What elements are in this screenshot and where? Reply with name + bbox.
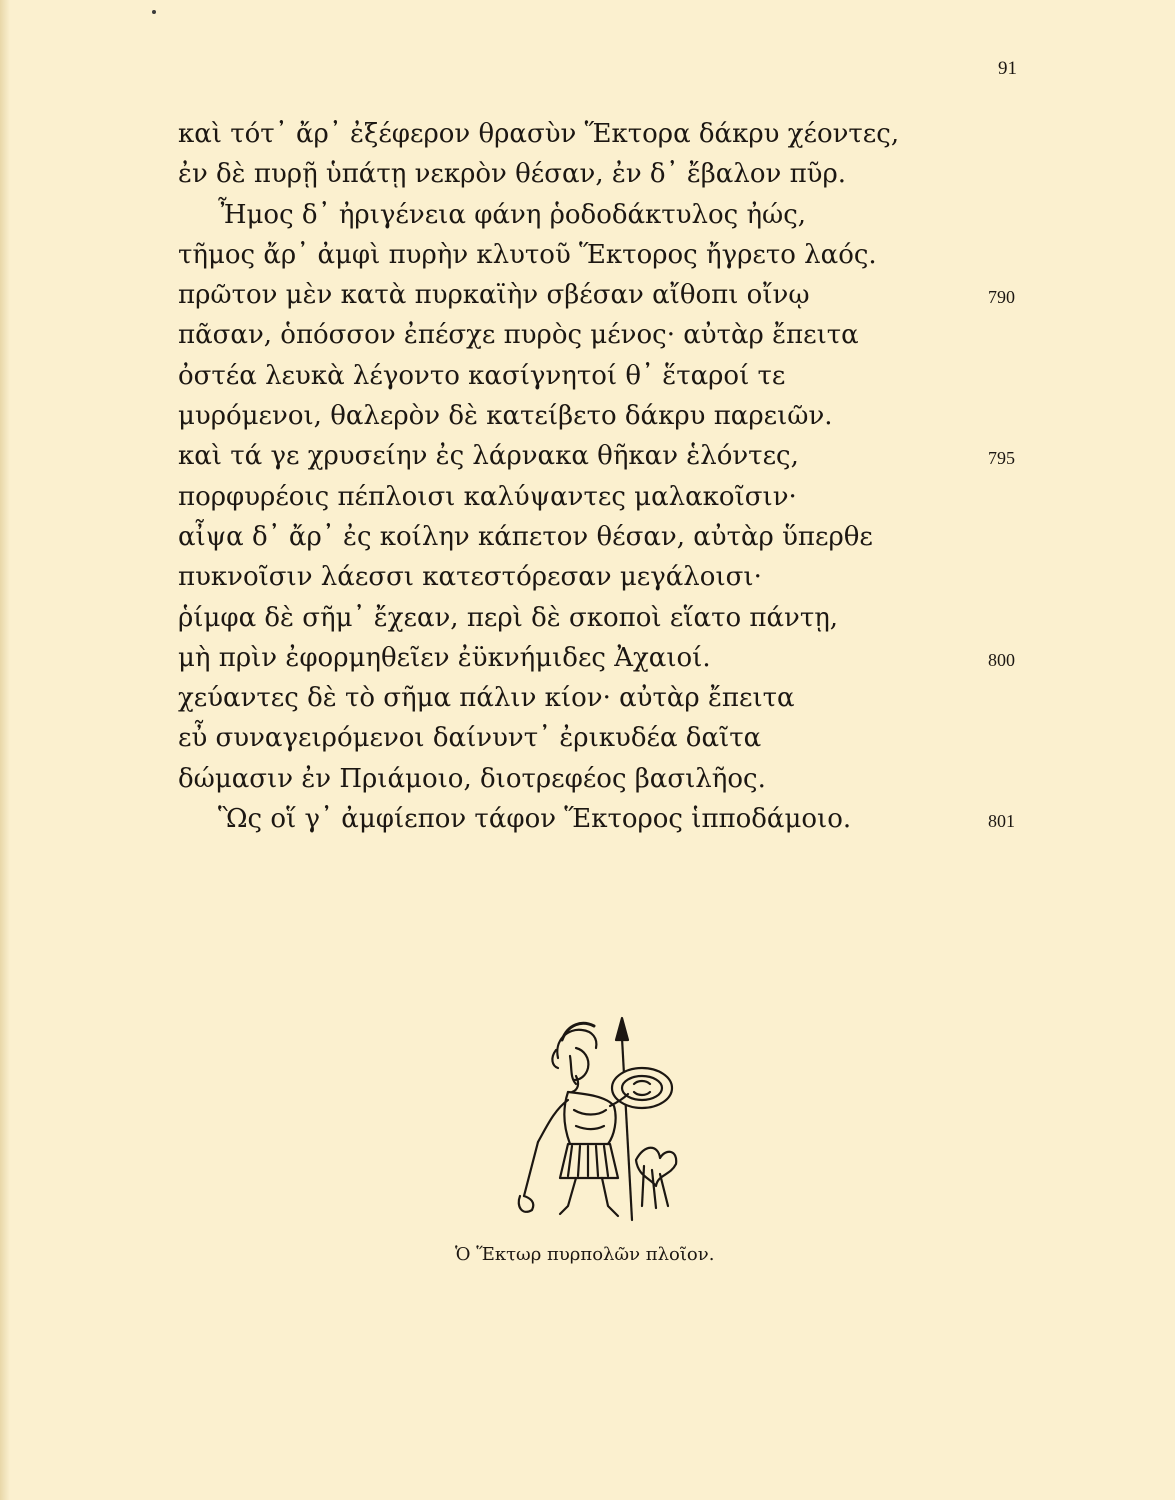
verse-text: ἐν δὲ πυρῇ ὑπάτῃ νεκρὸν θέσαν, ἐν δ᾽ ἔβαλον πῦρ. [178,159,847,190]
verse-block [178,114,1118,839]
verse-line [178,598,1118,638]
verse-line [178,356,1118,396]
verse-line [178,718,1118,758]
verse-text: πρῶτον μὲν κατὰ πυρκαϊὴν σβέσαν αἴθοπι οἴνῳ [178,280,810,311]
verse-text: εὖ συναγειρόμενοι δαίνυντ᾽ ἐρικυδέα δαῖτα [178,723,762,754]
verse-text: τῆμος ἄρ᾽ ἀμφὶ πυρὴν κλυτοῦ Ἕκτορος ἤγρετο λαός. [178,239,877,270]
verse-text: πυκνοῖσιν λάεσσι κατεστόρεσαν μεγάλοισι· [178,562,762,593]
verse-text: μὴ πρὶν ἐφορμηθεῖεν ἐϋκνήμιδες Ἀχαιοί. [178,642,711,673]
line-number: 801 [988,811,1015,832]
verse-text: καὶ τά γε χρυσείην ἐς λάρνακα θῆκαν ἑλόντες, [178,441,799,472]
verse-line [178,638,1118,678]
verse-text: Ὣς οἵ γ᾽ ἀμφίεπον τάφον Ἕκτορος ἱπποδάμοιο. [218,804,852,835]
line-number: 795 [988,448,1015,469]
verse-line [178,517,1118,557]
verse-line [178,315,1118,355]
verse-line [178,759,1118,799]
margin-mark [152,10,156,14]
verse-text: ὀστέα λευκὰ λέγοντο κασίγνητοί θ᾽ ἕταροί τε [178,360,786,391]
illustration-caption: Ὁ Ἕκτωρ πυρπολῶν πλοῖον. [455,1244,715,1265]
verse-line [178,799,1118,839]
line-number: 790 [988,287,1015,308]
verse-line [178,195,1118,235]
verse-line [178,477,1118,517]
verse-line [178,436,1118,476]
page-edge-shadow [0,0,10,1500]
verse-text: καὶ τότ᾽ ἄρ᾽ ἐξέφερον θρασὺν Ἕκτορα δάκρυ χέοντες, [178,119,900,149]
verse-text: μυρόμενοι, θαλερὸν δὲ κατείβετο δάκρυ παρειῶν. [178,401,833,432]
verse-text: αἶψα δ᾽ ἄρ᾽ ἐς κοίλην κάπετον θέσαν, αὐτὰρ ὕπερθε [178,521,873,552]
verse-text: δώμασιν ἐν Πριάμοιο, διοτρεφέος βασιλῆος. [178,763,766,794]
verse-text: πᾶσαν, ὁπόσσον ἐπέσχε πυρὸς μένος· αὐτὰρ ἔπειτα [178,320,859,351]
verse-text: πορφυρέοις πέπλοισι καλύψαντες μαλακοῖσιν· [178,481,797,512]
verse-line [178,557,1118,597]
verse-line [178,235,1118,275]
verse-text: Ἦμος δ᾽ ἠριγένεια φάνη ῥοδοδάκτυλος ἠώς, [218,199,807,230]
line-number: 800 [988,649,1015,670]
verse-text: χεύαντες δὲ τὸ σῆμα πάλιν κίον· αὐτὰρ ἔπειτα [178,683,795,714]
verse-line [178,275,1118,315]
verse-text: ῥίμφα δὲ σῆμ᾽ ἔχεαν, περὶ δὲ σκοποὶ εἵατο πάντῃ, [178,602,839,633]
verse-line [178,114,1118,154]
page-number: 91 [998,58,1017,79]
verse-line [178,678,1118,718]
verse-line [178,154,1118,194]
hector-warrior-illustration-icon [510,1010,690,1230]
verse-line [178,396,1118,436]
